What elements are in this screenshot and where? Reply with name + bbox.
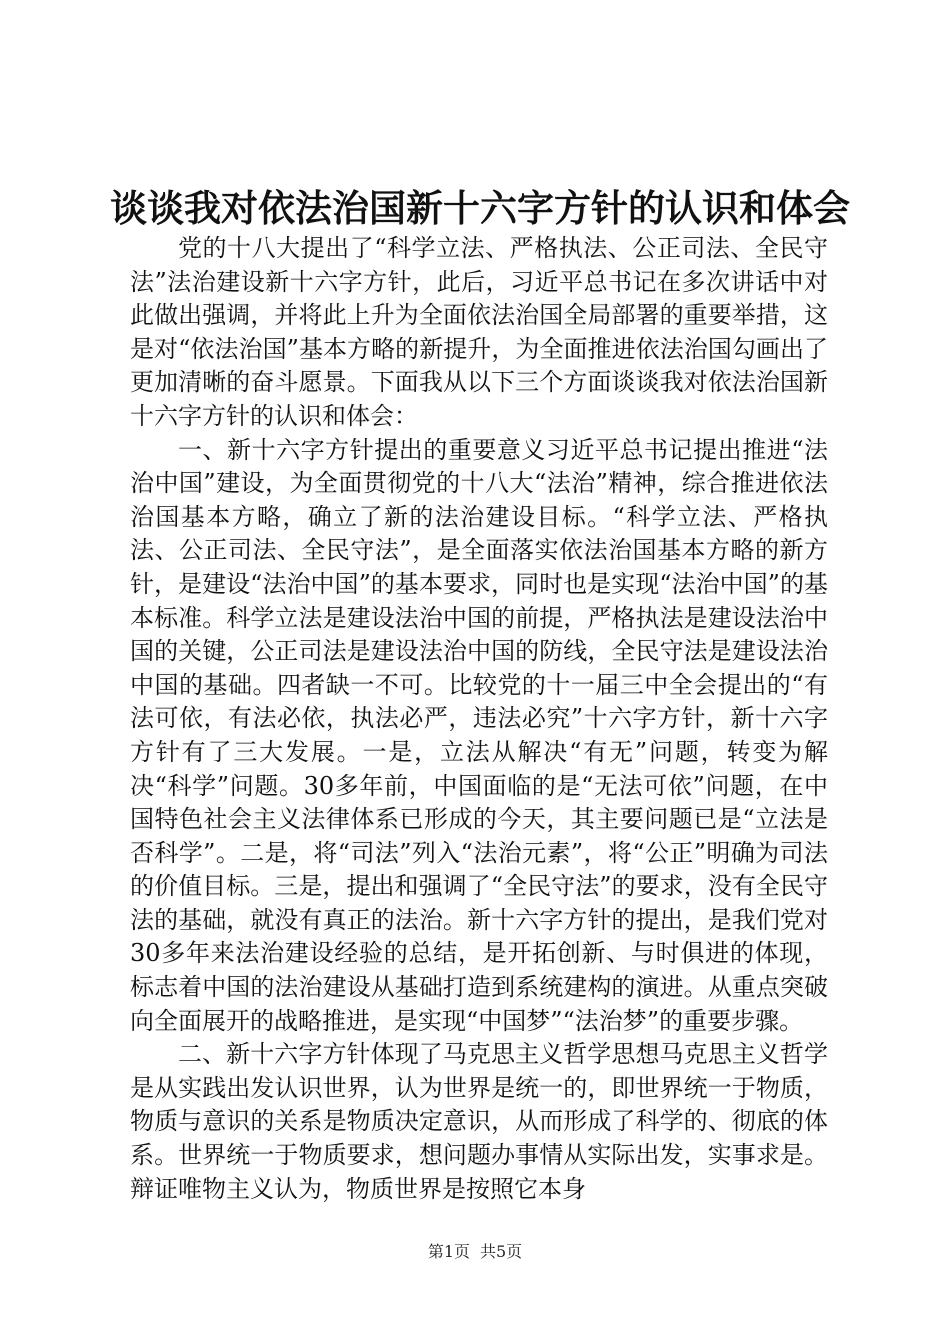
page-total: 共5页 <box>480 1242 523 1261</box>
page-number: 第1页 <box>427 1242 470 1261</box>
paragraph-intro: 党的十八大提出了“科学立法、严格执法、公正司法、全民守法”法治建设新十六字方针，此后，习近平总书记在多次讲话中对此做出强调，并将此上升为全面依法治国全局部署的重要举措，这是对“依法治国”基本方略的新提升，为全面推进依法治国勾画出了更加清晰的奋斗愿景。下面我从以下三个方面谈谈我对依法治国新十六字方针的认识和体会： <box>130 234 828 430</box>
document-title: 谈谈我对依法治国新十六字方针的认识和体会 <box>110 186 850 230</box>
paragraph-section-one: 一、新十六字方针提出的重要意义习近平总书记提出推进“法治中国”建设，为全面贯彻党的十八大“法治”精神，综合推进依法治国基本方略，确立了新的法治建设目标。“科学立法、严格执法、公正司法、全民守法”，是全面落实依法治国基本方略的新方针，是建设“法治中国”的基本要求，同时也是实现“法治中国”的基本标准。科学立法是建设法治中国的前提，严格执法是建设法治中国的关键，公正司法是建设法治中国的防线，全民守法是建设法治中国的基础。四者缺一不可。比较党的十一届三中全会提出的“有法可依，有法必依，执法必严，违法必究”十六字方针，新十六字方针有了三大发展。一是，立法从解决“有无”问题，转变为解决“科学”问题。30多年前，中国面临的是“无法可依”问题，在中国特色社会主义法律体系已形成的今天，其主要问题已是“立法是否科学”。二是，将“司法”列入“法治元素”，将“公正”明确为司法的价值目标。三是，提出和强调了“全民守法”的要求，没有全民守法的基础，就没有真正的法治。新十六字方针的提出，是我们党对30多年来法治建设经验的总结，是开拓创新、与时俱进的体现，标志着中国的法治建设从基础打造到系统建构的演进。从重点突破向全面展开的战略推进，是实现“中国梦”“法治梦”的重要步骤。 <box>130 435 828 1035</box>
page-footer <box>0 1242 950 1262</box>
paragraph-section-two: 二、新十六字方针体现了马克思主义哲学思想马克思主义哲学是从实践出发认识世界，认为世界是统一的，即世界统一于物质，物质与意识的关系是物质决定意识，从而形成了科学的、彻底的体系。世界统一于物质要求，想问题办事情从实际出发，实事求是。辩证唯物主义认为，物质世界是按照它本身 <box>130 1040 828 1203</box>
document-body <box>130 232 828 1206</box>
